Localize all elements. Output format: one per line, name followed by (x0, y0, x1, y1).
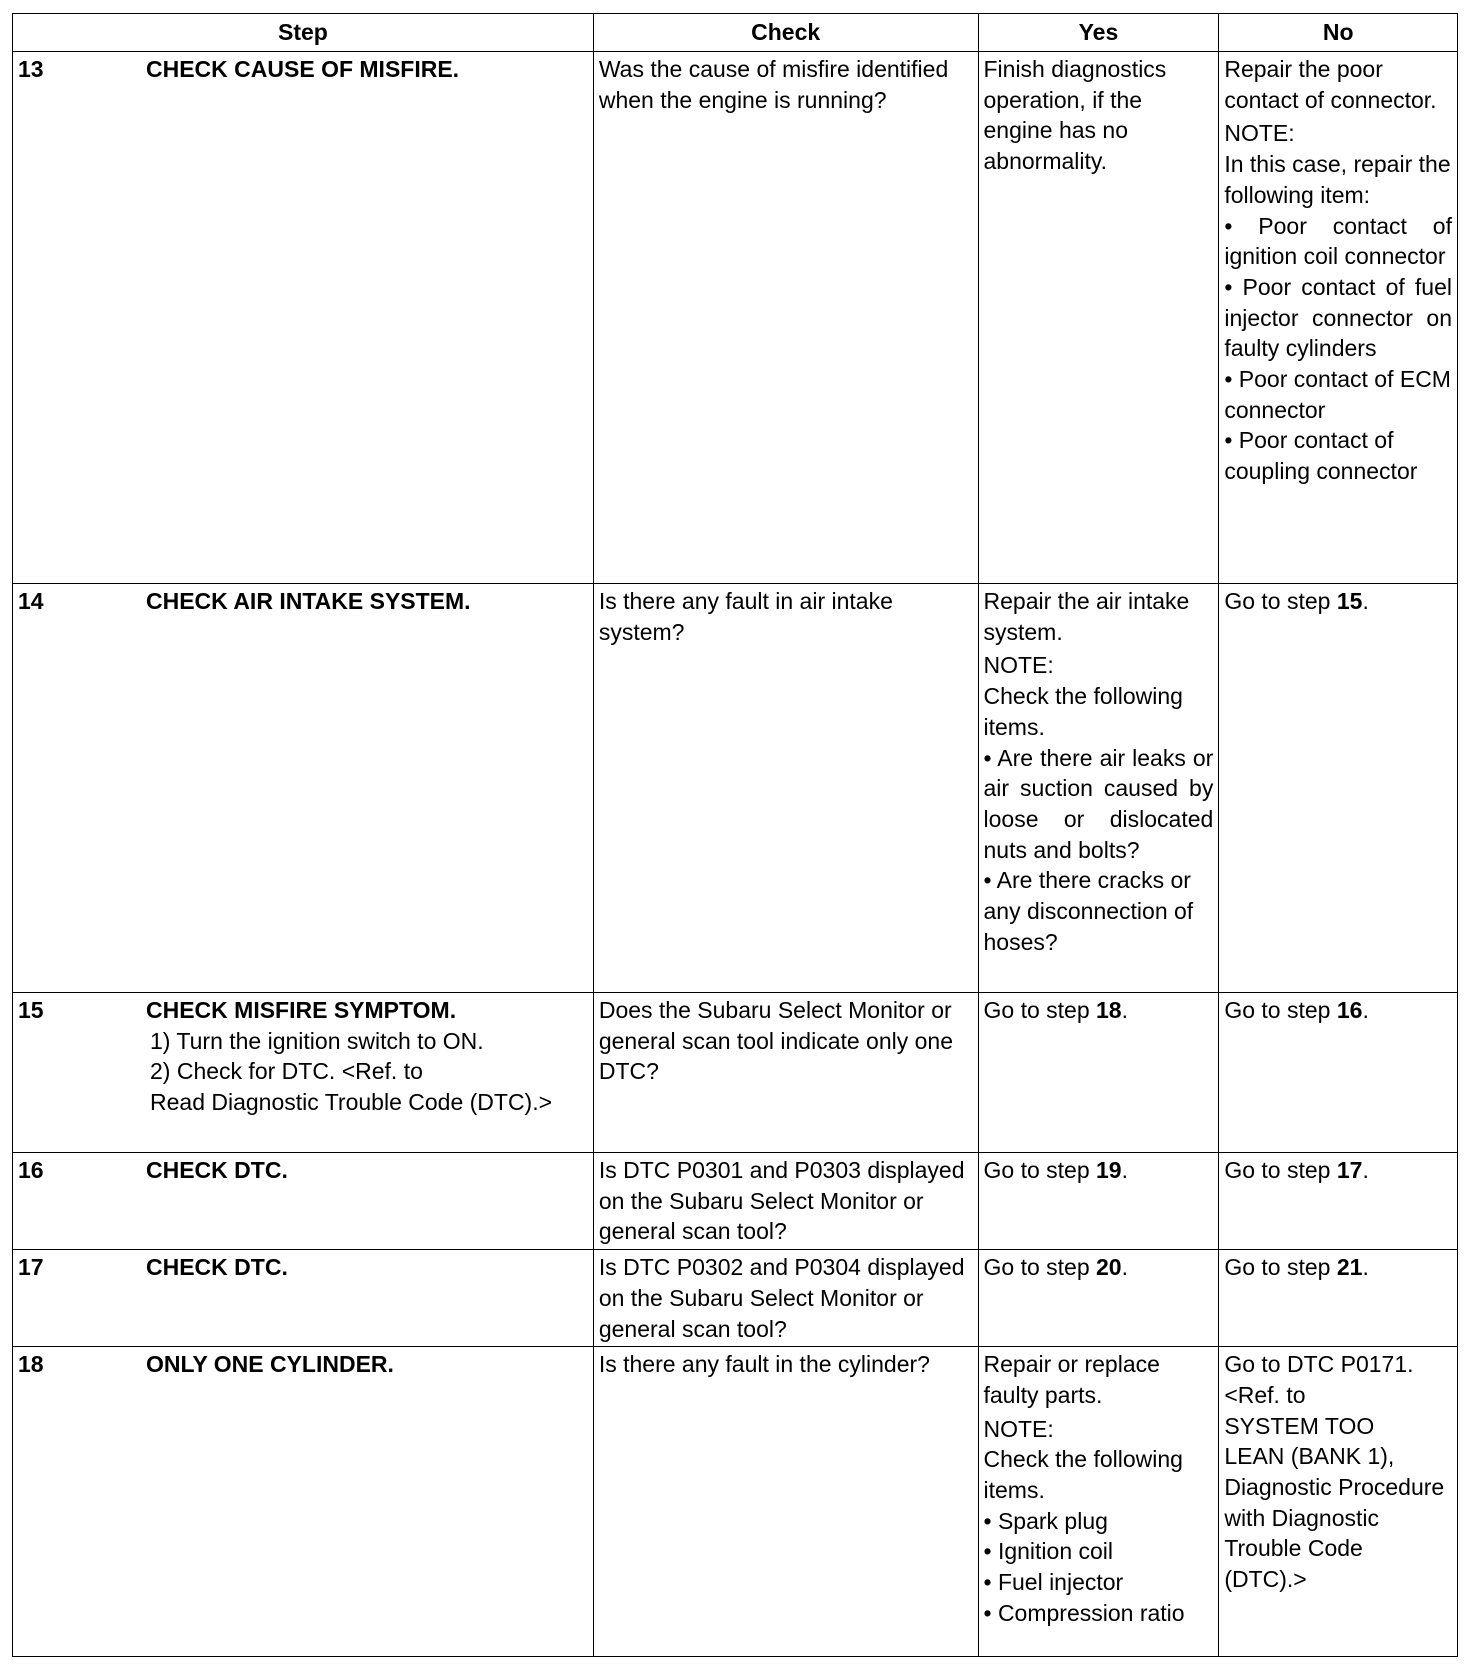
note-label: NOTE: (983, 1415, 1054, 1442)
step-title: CHECK DTC. (146, 1254, 288, 1281)
table-row-16 (13, 1153, 1458, 1250)
step-number: 13 (13, 52, 141, 584)
step-title: CHECK MISFIRE SYMPTOM. (146, 997, 457, 1023)
reference-link[interactable]: (DTC).> (1224, 1566, 1307, 1593)
check-cell: Does the Subaru Select Monitor or general scan tool indicate only one DTC? (593, 993, 978, 1153)
note-text: Check the following items. (983, 1446, 1183, 1504)
step-title: ONLY ONE CYLINDER. (146, 1351, 394, 1378)
goto-step-link[interactable]: 18 (1096, 997, 1122, 1023)
step-title-cell (140, 584, 593, 993)
step-title: CHECK DTC. (146, 1157, 288, 1183)
no-cell (1219, 1250, 1458, 1347)
goto-suffix: . (1362, 1254, 1369, 1281)
yes-text: Repair or replace faulty parts. (983, 1351, 1160, 1408)
goto-suffix: . (1121, 997, 1128, 1023)
yes-cell (978, 1250, 1219, 1347)
check-cell: Is there any fault in air intake system? (593, 584, 978, 993)
goto-prefix: Go to step (1224, 1254, 1337, 1281)
note-label: NOTE: (1224, 120, 1295, 147)
goto-suffix: . (1121, 1157, 1128, 1183)
goto-step-link[interactable]: 16 (1336, 997, 1363, 1023)
yes-cell: Finish diagnostics operation, if the engine has no abnormality. (978, 52, 1219, 584)
no-text: Go to DTC P0171. (1224, 1351, 1414, 1378)
no-cell (1219, 52, 1458, 584)
diagnostic-procedure-table (12, 13, 1458, 1657)
goto-prefix: Go to step (983, 1254, 1097, 1281)
reference-link[interactable]: <Ref. to (1224, 1381, 1306, 1408)
reference-link[interactable]: SYSTEM TOO (1224, 1412, 1375, 1439)
header-check: Check (593, 14, 978, 52)
bullet-item: • Poor contact of ignition coil connector (1224, 212, 1452, 270)
table-row-14 (13, 584, 1458, 993)
bullet-item: • Are there air leaks or air suction caused by loose or dislocated nuts and bolts? (983, 744, 1214, 863)
goto-step-link[interactable]: 17 (1336, 1157, 1363, 1183)
no-cell (1219, 1347, 1458, 1657)
step-number: 14 (13, 584, 141, 993)
check-cell: Is DTC P0301 and P0303 displayed on the Subaru Select Monitor or general scan tool? (593, 1153, 978, 1250)
goto-step-link[interactable]: 15 (1336, 588, 1363, 614)
goto-step-link[interactable]: 21 (1336, 1254, 1363, 1281)
check-cell: Is there any fault in the cylinder? (593, 1347, 978, 1657)
note-text: Check the following items. (983, 683, 1183, 740)
goto-suffix: . (1362, 1157, 1369, 1183)
step-number: 18 (13, 1347, 141, 1657)
bullet-item: • Poor contact of coupling connector (1224, 427, 1418, 485)
step-title-cell (140, 1250, 593, 1347)
goto-prefix: Go to step (1224, 588, 1337, 614)
step-title: CHECK CAUSE OF MISFIRE. (146, 56, 460, 82)
note-label: NOTE: (983, 652, 1054, 679)
step-number: 16 (13, 1153, 141, 1250)
goto-step-link[interactable]: 20 (1096, 1254, 1122, 1281)
goto-prefix: Go to step (983, 1157, 1097, 1183)
step-title: CHECK AIR INTAKE SYSTEM. (146, 588, 471, 614)
table-row-18 (13, 1347, 1458, 1657)
reference-link[interactable]: Read Diagnostic Trouble Code (DTC).> (150, 1089, 553, 1116)
bullet-item: • Are there cracks or any disconnection of hoses? (983, 867, 1194, 955)
no-cell (1219, 993, 1458, 1153)
bullet-item: • Compression ratio (983, 1599, 1185, 1626)
goto-suffix: . (1362, 997, 1369, 1023)
check-cell: Is DTC P0302 and P0304 displayed on the Subaru Select Monitor or general scan tool? (593, 1250, 978, 1347)
goto-prefix: Go to step (1224, 997, 1337, 1023)
table-row-13 (13, 52, 1458, 584)
no-text: Repair the poor contact of connector. (1224, 56, 1437, 113)
goto-step-link[interactable]: 19 (1096, 1157, 1122, 1183)
step-title-cell (140, 1347, 593, 1657)
table-header-row (13, 14, 1458, 52)
step-title-cell (140, 1153, 593, 1250)
yes-cell (978, 1153, 1219, 1250)
bullet-item: • Spark plug (983, 1507, 1108, 1534)
diagnostic-table-page (12, 13, 1458, 1663)
table-row-15 (13, 993, 1458, 1153)
header-step: Step (13, 14, 594, 52)
procedure-step: 2) Check for DTC. <Ref. to (150, 1058, 423, 1085)
header-no: No (1219, 14, 1458, 52)
bullet-item: • Poor contact of fuel injector connector on faulty cylinders (1224, 273, 1452, 362)
table-row-17 (13, 1250, 1458, 1347)
step-title-cell (140, 52, 593, 584)
yes-cell (978, 1347, 1219, 1657)
bullet-item: • Poor contact of ECM connector (1224, 366, 1451, 423)
yes-text: Repair the air intake system. (983, 588, 1190, 645)
step-number: 15 (13, 993, 141, 1153)
procedure-step: 1) Turn the ignition switch to ON. (150, 1027, 484, 1054)
no-cell (1219, 1153, 1458, 1250)
step-title-cell (140, 993, 593, 1153)
goto-prefix: Go to step (1224, 1157, 1337, 1183)
goto-suffix: . (1121, 1254, 1128, 1281)
header-yes: Yes (978, 14, 1219, 52)
check-cell: Was the cause of misfire identified when the engine is running? (593, 52, 978, 584)
goto-suffix: . (1362, 588, 1369, 614)
bullet-item: • Fuel injector (983, 1569, 1124, 1596)
step-number: 17 (13, 1250, 141, 1347)
reference-link[interactable]: LEAN (BANK 1), (1224, 1443, 1395, 1470)
yes-cell (978, 584, 1219, 993)
no-cell (1219, 584, 1458, 993)
bullet-item: • Ignition coil (983, 1538, 1114, 1565)
note-text: In this case, repair the following item: (1224, 151, 1451, 208)
reference-link[interactable]: Diagnostic Procedure with Diagnostic Trouble Code (1224, 1474, 1445, 1562)
yes-cell (978, 993, 1219, 1153)
goto-prefix: Go to step (983, 997, 1097, 1023)
